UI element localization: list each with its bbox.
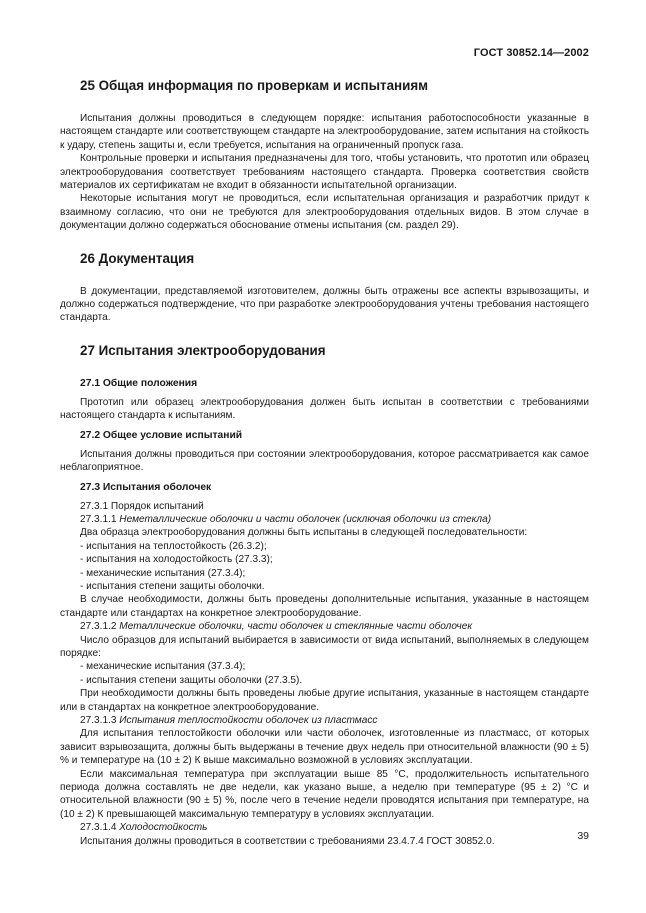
section-25-paragraph-1: Испытания должны проводиться в следующем порядке: испытания работоспособности указанные в настоящем стандарте или соответствующем стандарте на электрооборудование, затем испытания на стойкость к удару, степень защиты и, если требуется, испытания на ограниченный пропуск газа. <box>60 113 589 151</box>
list-item: - механические испытания (27.3.4); <box>80 567 246 579</box>
section-27-title: 27 Испытания электрооборудования <box>80 342 326 358</box>
paragraph-sample-count: Число образцов для испытаний выбирается в зависимости от вида испытаний, выполняемых в следующем порядке: <box>60 634 589 659</box>
section-25-paragraph-3: Некоторые испытания могут не проводиться, если испытательная организация и разработчик придут к взаимному согласию, что они не требуются для электрооборудования отдельных видов. В этом случае в документации должно содержаться обоснование отмены испытания (см. раздел 29). <box>60 193 589 232</box>
clause-title: Металлические оболочки, части оболочек и стеклянные части оболочек <box>119 621 473 633</box>
section-26-title: 26 Документация <box>80 250 195 266</box>
section-25-title: 25 Общая информация по проверкам и испытаниям <box>80 78 429 93</box>
line-27-3-1-1 <box>60 513 589 526</box>
page-number: 39 <box>577 830 589 842</box>
line-27-3-1-3 <box>60 714 589 727</box>
section-27-1-paragraph: Прототип или образец электрооборудования должен быть испытан в соответствии с требованиями настоящего стандарта к испытаниям. <box>60 396 589 422</box>
line-27-3-1-4 <box>60 821 589 834</box>
line-cold-resistance-reference: Испытания должны проводиться в соответствии с требованиями 23.4.7.4 ГОСТ 30852.0. <box>80 835 495 847</box>
clause-title: Холодостойкость <box>119 822 208 834</box>
paragraph-max-temperature: Если максимальная температура при эксплуатации выше 85 °С, продолжительность испытательного периода должна составлять не две недели, как указано выше, а неделю при температуре (95 ± 2) °С и относительной влажности (90 ± 5) %, после чего в течение недели проводятся испытания при температуре, на (10 ± 2) К превышающей максимальную температуру в условиях эксплуатации. <box>60 768 589 820</box>
clause-number: 27.3.1.4 <box>80 822 120 834</box>
paragraph-other-tests: При необходимости должны быть проведены любые другие испытания, указанные в настоящем стандарте или в стандартах на конкретное электрооборудование. <box>60 688 589 713</box>
clause-number: 27.3.1.2 <box>80 621 120 633</box>
clause-title: Неметаллические оболочки и части оболочек (исключая оболочки из стекла) <box>119 513 492 525</box>
list-intro: Два образца электрооборудования должны быть испытаны в следующей последовательности: <box>80 527 528 539</box>
clause-number: 27.3.1.1 <box>80 513 120 525</box>
section-27-3-title: 27.3 Испытания оболочек <box>80 481 212 493</box>
paragraph-additional-tests: В случае необходимости, должны быть проведены дополнительные испытания, указанные в настоящем стандарте или стандартах на конкретное электрооборудование. <box>60 594 589 619</box>
list-item: - испытания на холодостойкость (27.3.3); <box>80 554 273 566</box>
document-code: ГОСТ 30852.14—2002 <box>473 47 589 59</box>
section-27-2-paragraph: Испытания должны проводиться при состоянии электрооборудования, которое рассматривается как самое неблагоприятное. <box>60 448 589 474</box>
list-item: - испытания степени защиты оболочки (27.3.5). <box>80 674 303 686</box>
clause-title: Испытания теплостойкости оболочек из пластмасс <box>119 715 378 726</box>
section-26-paragraph-1: В документации, представляемой изготовителем, должны быть отражены все аспекты взрывозащиты, и должно содержаться подтверждение, что при разработке электрооборудования учтены требования настоящего стандарта. <box>60 285 589 324</box>
clause-number: 27.3.1.3 <box>80 715 120 726</box>
line-27-3-1-2 <box>60 620 589 633</box>
paragraph-heat-resistance: Для испытания теплостойкости оболочки или части оболочек, изготовленные из пластмасс, от которых зависит взрывозащита, должны быть выдержаны в течение двух недель при относительной влажности (90 ± 5) % и температуре на (10 ± 2) К выше максимально возможной в условиях эксплуатации. <box>60 728 589 767</box>
list-item: - испытания степени защиты оболочки. <box>80 580 265 592</box>
line-27-3-1: 27.3.1 Порядок испытаний <box>80 500 204 512</box>
list-item: - испытания на теплостойкость (26.3.2); <box>80 540 267 552</box>
section-27-2-title: 27.2 Общее условие испытаний <box>80 429 243 441</box>
section-27-1-title: 27.1 Общие положения <box>80 377 198 389</box>
page-content <box>60 78 589 848</box>
section-25-paragraph-2: Контрольные проверки и испытания предназначены для того, чтобы установить, что прототип или образец электрооборудования соответствует требованиям настоящего стандарта. Проверка соответствия свойств материалов их сертификатам не входит в обязанности испытательной организации. <box>60 153 589 192</box>
list-item: - механические испытания (37.3.4); <box>80 661 246 673</box>
